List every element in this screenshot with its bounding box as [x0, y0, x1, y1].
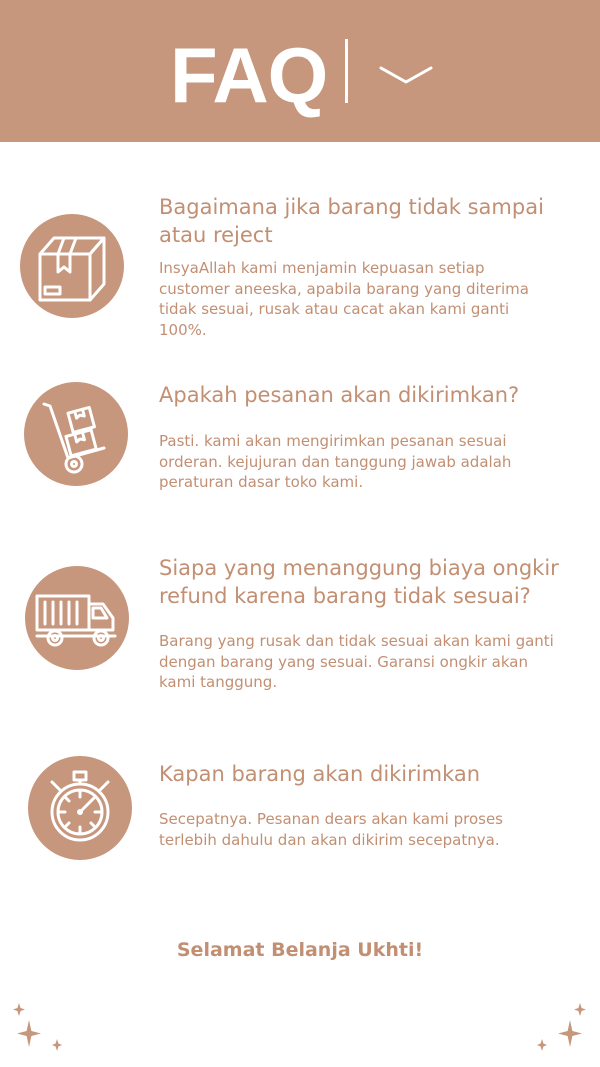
faq-answer: Secepatnya. Pesanan dears akan kami proses terlebih dahulu dan akan dikirim secepatnya. — [159, 810, 503, 849]
sparkle-decoration-icon — [8, 998, 68, 1058]
faq-question: Bagaimana jika barang tidak sampai atau reject — [159, 195, 544, 247]
hand-truck-icon — [24, 382, 128, 486]
header-divider — [345, 39, 348, 103]
delivery-truck-icon — [25, 566, 129, 670]
closing-message: Selamat Belanja Ukhti! — [176, 939, 424, 961]
page-title: FAQ — [170, 31, 328, 119]
package-box-icon — [20, 214, 124, 318]
stopwatch-icon — [28, 756, 132, 860]
faq-question: Kapan barang akan dikirimkan — [159, 762, 481, 786]
faq-answer: Pasti. kami akan mengirimkan pesanan sesuai orderan. kejujuran dan tanggung jawab adalah peraturan dasar toko kami. — [159, 432, 512, 491]
sparkle-decoration-icon — [532, 998, 592, 1058]
faq-question: Siapa yang menanggung biaya ongkir refund karena barang tidak sesuai? — [159, 556, 559, 608]
header-banner — [0, 0, 600, 142]
faq-answer: InsyaAllah kami menjamin kepuasan setiap customer aneeska, apabila barang yang diterima tidak sesuai, rusak atau cacat akan kami ganti 100%. — [159, 259, 529, 339]
faq-question: Apakah pesanan akan dikirimkan? — [159, 383, 520, 407]
chevron-down-icon[interactable] — [378, 60, 434, 88]
faq-answer: Barang yang rusak dan tidak sesuai akan kami ganti dengan barang yang sesuai. Garansi ongkir akan kami tanggung. — [159, 632, 554, 691]
